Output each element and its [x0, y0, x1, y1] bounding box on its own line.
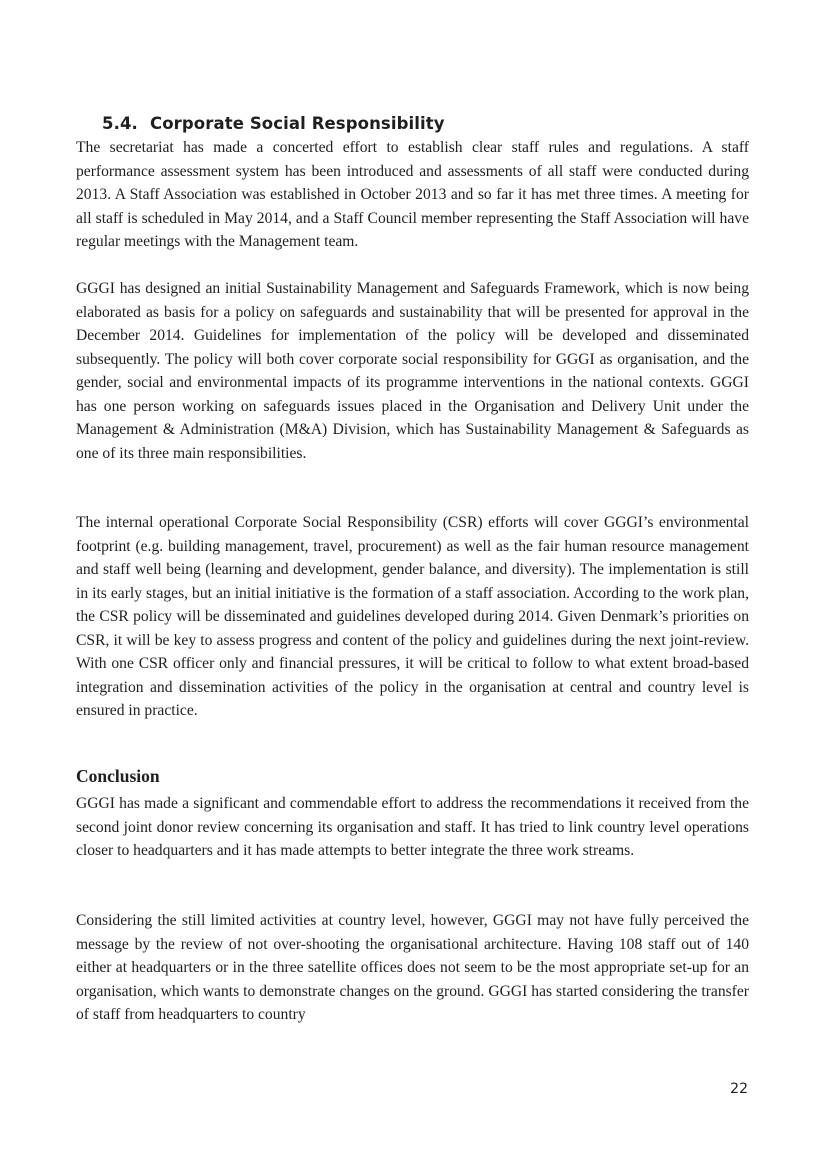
- section-number: 5.4.: [102, 114, 138, 133]
- section-title: Corporate Social Responsibility: [150, 114, 445, 133]
- section-heading: [102, 114, 445, 133]
- paragraph-conclusion-architecture: Considering the still limited activities at country level, however, GGGI may not have fully perceived the message by the review of not over-shooting the organisational architecture. Having 108 staff out of 140 either at headquarters or in the three satellite offices does not seem to be the most appropriate set-up for an organisation, which wants to demonstrate changes on the ground. GGGI has started considering the transfer of staff from headquarters to country: [76, 912, 749, 1023]
- paragraph-conclusion-effort: GGGI has made a significant and commendable effort to address the recommendations it received from the second joint donor review concerning its organisation and staff. It has tried to link country level operations closer to headquarters and it has made attempts to better integrate the three work streams.: [76, 795, 749, 859]
- paragraph-staff-rules: The secretariat has made a concerted effort to establish clear staff rules and regulations. A staff performance assessment system has been introduced and assessments of all staff were conducted during 2013. A Staff Association was established in October 2013 and so far it has met three times. A meeting for all staff is scheduled in May 2014, and a Staff Council member representing the Staff Association will have regular meetings with the Management team.: [76, 139, 749, 250]
- paragraph-csr-efforts: The internal operational Corporate Social Responsibility (CSR) efforts will cover GGGI’s environmental footprint (e.g. building management, travel, procurement) as well as the fair human resource management and staff well being (learning and development, gender balance, and diversity). The implementation is still in its early stages, but an initial initiative is the formation of a staff association. According to the work plan, the CSR policy will be disseminated and guidelines developed during 2014. Given Denmark’s priorities on CSR, it will be key to assess progress and content of the policy and guidelines during the next joint-review. With one CSR officer only and financial pressures, it will be critical to follow to what extent broad-based integration and dissemination activities of the policy in the organisation at central and country level is ensured in practice.: [76, 514, 749, 719]
- page-number: 22: [730, 1081, 748, 1097]
- paragraph-safeguards-framework: GGGI has designed an initial Sustainability Management and Safeguards Framework, which is now being elaborated as basis for a policy on safeguards and sustainability that will be presented for approval in the December 2014. Guidelines for implementation of the policy will be developed and disseminated subsequently. The policy will both cover corporate social responsibility for GGGI as organisation, and the gender, social and environmental impacts of its programme interventions in the national contexts. GGGI has one person working on safeguards issues placed in the Organisation and Delivery Unit under the Management & Administration (M&A) Division, which has Sustainability Management & Safeguards as one of its three main responsibilities.: [76, 280, 749, 462]
- conclusion-heading: Conclusion: [76, 766, 160, 786]
